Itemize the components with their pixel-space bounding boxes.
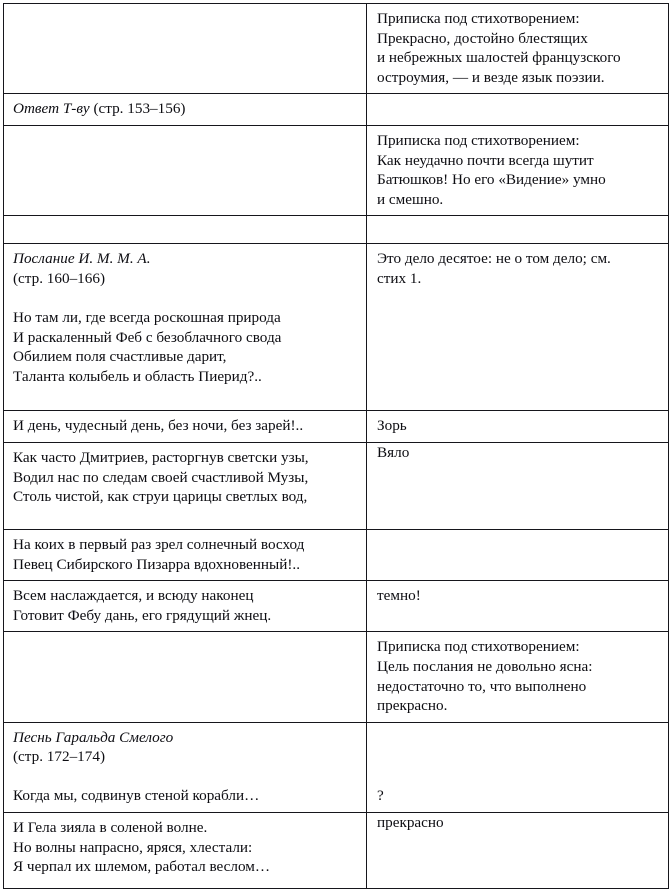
annotation-line: Приписка под стихотворением: (377, 638, 580, 656)
source-text-content (4, 411, 366, 442)
work-title (13, 728, 357, 748)
annotation-content (367, 126, 668, 215)
annotation-line: Прекрасно, достойно блестящих (377, 29, 588, 47)
verse-line: Но волны напрасно, яряся, хлестали: (13, 838, 253, 856)
cell-source-text (4, 244, 367, 411)
verse-line: Водил нас по следам своей счастливой Музы, (13, 468, 309, 486)
cell-annotation (367, 411, 669, 443)
source-text-content (4, 443, 366, 513)
annotation-line: остроумия, — и везде язык поэзии. (377, 68, 605, 86)
table-row (4, 125, 669, 215)
cell-source-text (4, 125, 367, 215)
table-row (4, 632, 669, 722)
table-row (4, 442, 669, 529)
table-row (4, 529, 669, 580)
cell-annotation (367, 581, 669, 632)
cell-source-text (4, 632, 367, 722)
annotation-line: и небрежных шалостей французского (377, 49, 621, 67)
annotation-content (367, 813, 668, 833)
verse-line: Всем наслаждается, и всюду наконец (13, 587, 254, 605)
annotation-line: ? (377, 787, 384, 805)
verse-line: Обилием поля счастливые дарит, (13, 348, 227, 366)
source-text-content (4, 530, 366, 580)
cell-source-text (4, 94, 367, 126)
work-title-text: Ответ Т-ву (13, 100, 90, 118)
annotation-line: и смешно. (377, 190, 444, 208)
annotation-line: Вяло (377, 443, 410, 461)
annotation-content (367, 530, 668, 557)
source-text-content (4, 126, 366, 153)
table-row (4, 581, 669, 632)
cell-annotation (367, 442, 669, 529)
table-row (4, 216, 669, 244)
table-row (4, 722, 669, 812)
annotation-content (367, 781, 668, 812)
annotation-line: Цель послания не довольно ясна: (377, 657, 593, 675)
work-title (13, 249, 357, 269)
verse-line: И раскаленный Феб с безоблачного свода (13, 328, 282, 346)
annotation-line: Приписка под стихотворением: (377, 131, 580, 149)
annotation-line: Это дело десятое: не о том дело; см. (377, 250, 611, 268)
verse-line: (стр. 172–174) (13, 748, 106, 766)
cell-source-text (4, 442, 367, 529)
annotation-line: Как неудачно почти всегда шутит (377, 151, 594, 169)
cell-source-text (4, 411, 367, 443)
work-title-text: Песнь Гаральда Смелого (13, 728, 174, 746)
cell-source-text (4, 813, 367, 889)
annotation-content (367, 216, 668, 243)
cell-annotation (367, 4, 669, 94)
verse-line: И день, чудесный день, без ночи, без зарей!.. (13, 417, 304, 435)
source-text-content (4, 581, 366, 631)
verse-line: Певец Сибирского Пизарра вдохновенный!.. (13, 555, 301, 573)
annotation-content (367, 411, 668, 442)
work-title-text: Послание И. М. М. А. (13, 250, 151, 268)
table-row (4, 411, 669, 443)
cell-annotation (367, 813, 669, 889)
table-row (4, 94, 669, 126)
cell-source-text (4, 4, 367, 94)
cell-annotation (367, 244, 669, 411)
cell-source-text (4, 581, 367, 632)
source-text-content (4, 216, 366, 243)
source-text-content (4, 94, 366, 125)
table-row (4, 244, 669, 411)
verse-line: На коих в первый раз зрел солнечный восход (13, 535, 305, 553)
annotation-content (367, 581, 668, 612)
annotation-line: недостаточно то, что выполнено (377, 677, 587, 695)
annotation-line: Приписка под стихотворением: (377, 10, 580, 27)
annotation-line: прекрасно. (377, 697, 448, 715)
cell-source-text (4, 529, 367, 580)
verse-line: Я черпал их шлемом, работал веслом… (13, 858, 271, 876)
cell-source-text (4, 722, 367, 812)
verse-line: Но там ли, где всегда роскошная природа (13, 309, 281, 327)
annotation-content (367, 244, 668, 294)
verse-line: Готовит Фебу дань, его грядущий жнец. (13, 606, 272, 624)
table-body (4, 4, 669, 889)
cell-annotation (367, 94, 669, 126)
annotation-line: стих 1. (377, 269, 422, 287)
annotation-content (367, 632, 668, 721)
verse-line: Столь чистой, как струи царицы светлых вод, (13, 488, 308, 506)
table-row (4, 4, 669, 94)
verse-line: Когда мы, содвинув стеной корабли… (13, 787, 260, 805)
verse-line: И Гела зияла в соленой волне. (13, 819, 208, 837)
line-spacer (13, 289, 357, 309)
document-page (0, 3, 671, 876)
page-range: (стр. 153–156) (89, 100, 186, 118)
annotation-line: прекрасно (377, 814, 444, 832)
annotation-line: Батюшков! Но его «Видение» умно (377, 171, 606, 189)
source-text-content (4, 813, 366, 883)
work-title (13, 99, 357, 119)
line-spacer (13, 767, 357, 787)
annotation-content (367, 4, 668, 93)
source-text-content (4, 4, 366, 31)
source-text-content (4, 244, 366, 392)
annotation-line: Зорь (377, 417, 407, 435)
cell-annotation (367, 632, 669, 722)
annotation-content (367, 94, 668, 121)
annotation-line: темно! (377, 587, 421, 605)
cell-annotation (367, 216, 669, 244)
cell-annotation (367, 529, 669, 580)
collation-table (3, 3, 669, 889)
annotation-content (367, 443, 668, 463)
verse-line: Таланта колыбель и область Пиерид?.. (13, 367, 262, 385)
cell-annotation (367, 722, 669, 812)
cell-source-text (4, 216, 367, 244)
verse-line: Как часто Дмитриев, расторгнув светски узы, (13, 448, 309, 466)
table-row (4, 813, 669, 889)
source-text-content (4, 632, 366, 659)
cell-annotation (367, 125, 669, 215)
source-text-content (4, 723, 366, 812)
verse-line: (стр. 160–166) (13, 269, 106, 287)
